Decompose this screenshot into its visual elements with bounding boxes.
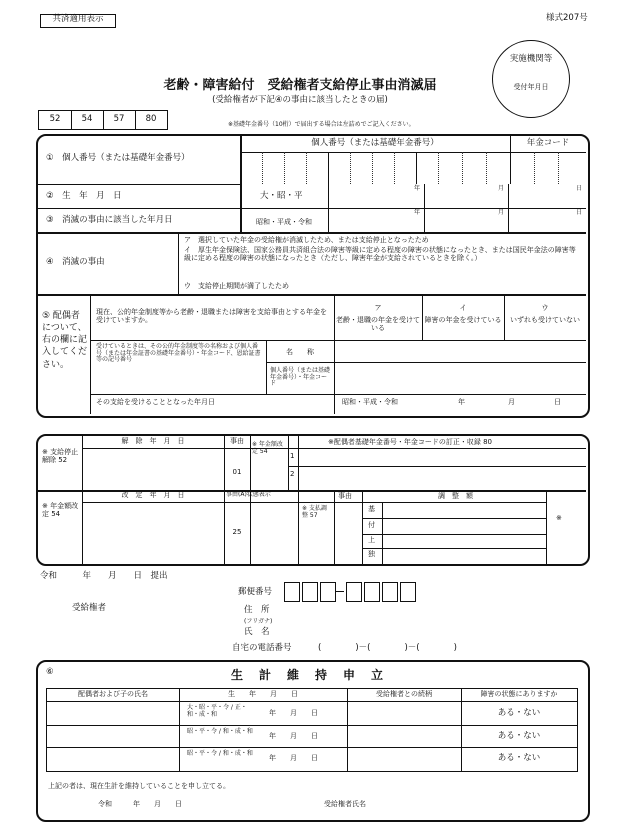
col-birth-header: 生 年 月 日	[228, 690, 298, 698]
row1-era: 大・昭・平・令 / 正・和・成・和	[187, 704, 247, 718]
release-reason-header: 事由	[230, 437, 244, 445]
option-a-letter: ア	[374, 304, 382, 312]
pension-change-label: ※ 年金額改定 54	[252, 441, 283, 455]
pension-code-header: 年金コード	[526, 138, 570, 148]
phone-label: 自宅の電話番号	[232, 643, 292, 653]
code-57: 57	[113, 114, 125, 124]
birth-month-unit: 月	[498, 185, 505, 192]
row4-label: ④ 消滅の事由	[46, 257, 105, 267]
event-day-unit: 日	[576, 209, 583, 216]
reason-25: 25	[232, 528, 242, 536]
postal-label: 郵便番号	[238, 587, 273, 597]
row1-num: 1	[290, 452, 295, 460]
event-month-unit: 月	[498, 209, 505, 216]
form-number: 様式207号	[546, 13, 588, 23]
event-year-unit: 年	[414, 209, 421, 216]
form-title: 老齢・障害給付 受給権者支給停止事由消滅届	[163, 78, 437, 93]
livelihood-box	[36, 660, 590, 822]
row2-label: ② 生 年 月 日	[46, 191, 122, 201]
option-i-letter: イ	[459, 304, 467, 312]
name-label: 名 称	[286, 348, 314, 356]
row2-answer[interactable]: ある・ない	[497, 731, 541, 741]
phone-format[interactable]: ( )－( )－( )	[318, 643, 457, 653]
submit-date: 令和 年 月 日 提出	[40, 571, 168, 581]
reason-01: 01	[232, 468, 242, 476]
reception-stamp-circle	[492, 40, 570, 118]
stamp-line1: 実施機関等	[509, 54, 553, 64]
header-note: ※基礎年金番号（10桁）で届出する場合は左詰めでご記入ください。	[228, 121, 415, 128]
adjust-reason: 事由	[338, 492, 352, 500]
status-label: 事由(A)状態表示	[226, 491, 271, 498]
adjust-row-3: 上	[368, 536, 375, 544]
code-52: 52	[49, 114, 61, 124]
option-i[interactable]: 障害の年金を受けている	[424, 316, 502, 324]
pension-number-header: 個人番号（または基礎年金番号）	[311, 138, 439, 148]
livelihood-number: ⑥	[46, 667, 54, 677]
row1-ymd: 年 月 日	[269, 709, 318, 717]
birth-day-unit: 日	[576, 185, 583, 192]
birth-year-unit: 年	[414, 185, 421, 192]
office-mark: ※	[556, 514, 562, 522]
row1-answer[interactable]: ある・ない	[497, 708, 541, 718]
col-relation-header: 受給権者との続柄	[376, 690, 432, 698]
name-field-label: 氏 名	[244, 627, 270, 637]
code-80: 80	[145, 114, 157, 124]
row3-era: 昭・平・令 / 和・成・和	[187, 750, 253, 757]
form-subtitle: (受給権者が下記④の事由に該当したときの届)	[212, 95, 388, 105]
row2-num: 2	[290, 470, 295, 478]
start-month-unit: 月	[508, 398, 515, 406]
livelihood-table	[46, 688, 578, 772]
livelihood-statement: 上記の者は、現在生計を維持していることを申し立てる。	[48, 782, 230, 790]
row1-label: ① 個人番号（または基礎年金番号）	[46, 153, 190, 163]
adjust-row-2: 付	[368, 521, 375, 529]
release-date-header: 解 除 年 月 日	[121, 437, 185, 445]
address-label: 住 所	[244, 605, 270, 615]
col-name-header: 配偶者および子の氏名	[78, 690, 148, 698]
row3-ymd: 年 月 日	[269, 754, 318, 762]
event-era: 昭和・平成・令和	[256, 218, 312, 226]
livelihood-sign-label: 受給権者氏名	[324, 800, 366, 808]
option-a[interactable]: 老齢・退職の年金を受けている	[336, 316, 420, 333]
option-u[interactable]: いずれも受けていない	[510, 316, 580, 324]
option-u-letter: ウ	[541, 304, 549, 312]
code-boxes	[38, 110, 168, 130]
adjust-row-4: 独	[368, 550, 375, 558]
mutual-aid-box	[40, 14, 116, 28]
reason-u: ウ 支給停止期間が満了したため	[184, 282, 289, 290]
adjust-amount: 調 整 額	[438, 492, 473, 500]
row3-answer[interactable]: ある・ない	[497, 753, 541, 763]
start-year-unit: 年	[458, 398, 465, 406]
livelihood-sign-date: 令和 年 月 日	[98, 800, 182, 808]
mutual-aid-label: 共済適用表示	[52, 14, 104, 24]
recipient-label: 受給権者	[72, 603, 107, 613]
revision-date-header: 改 定 年 月 日	[121, 491, 185, 499]
main-form-box	[36, 134, 590, 418]
spouse-side-label: ⑤ 配偶者について、右の欄に記入してください。	[42, 311, 88, 370]
start-day-unit: 日	[554, 398, 561, 406]
stop-release-label: ※ 支給停止解除 52	[42, 448, 79, 465]
pension-revision-label: ※ 年金額改定 54	[42, 502, 79, 519]
start-label: その支給を受けることとなった年月日	[96, 398, 215, 406]
correction-header: ※配偶者基礎年金番号・年金コードの訂正・収録 80	[328, 438, 492, 446]
reason-a: ア 選択していた年金の受給権が消滅したため、または支給停止となったため	[184, 236, 429, 244]
code-54: 54	[81, 114, 93, 124]
furigana-label: (フリガナ)	[244, 618, 273, 625]
row2-era: 昭・平・令 / 和・成・和	[187, 728, 253, 735]
livelihood-title: 生 計 維 持 申 立	[230, 668, 385, 682]
number-label: 個人番号（または基礎年金番号）・年金コード	[270, 367, 331, 388]
office-use-box	[36, 434, 590, 566]
payment-adjust-label: ※ 支払調整 57	[302, 505, 327, 519]
reason-i: イ 厚生年金保険法、国家公務員共済組合法の障害等級に定める程度の障害の状態になったとき、または国民年金法の障害等級に定める程度の障害の状態になったとき（ただし、障害年金が支給されているときを除く。）	[184, 246, 576, 263]
adjust-row-1: 基	[368, 505, 375, 513]
receiving-text: 受けているときは、その公的年金制度等の名称および個人番号（または年金証書の基礎年金番号）・年金コード、恩給証書等の記号番号	[96, 343, 261, 364]
col-disability-header: 障害の状態にありますか	[480, 690, 558, 698]
spouse-question: 現在、公的年金制度等から老齢・退職または障害を支給事由とする年金を受けていますか。	[96, 308, 327, 325]
start-era: 昭和・平成・令和	[342, 398, 398, 406]
stamp-line2: 受付年月日	[513, 82, 549, 91]
row3-label: ③ 消滅の事由に該当した年月日	[46, 215, 173, 225]
row2-ymd: 年 月 日	[269, 732, 318, 740]
birth-era: 大・昭・平	[260, 191, 303, 201]
